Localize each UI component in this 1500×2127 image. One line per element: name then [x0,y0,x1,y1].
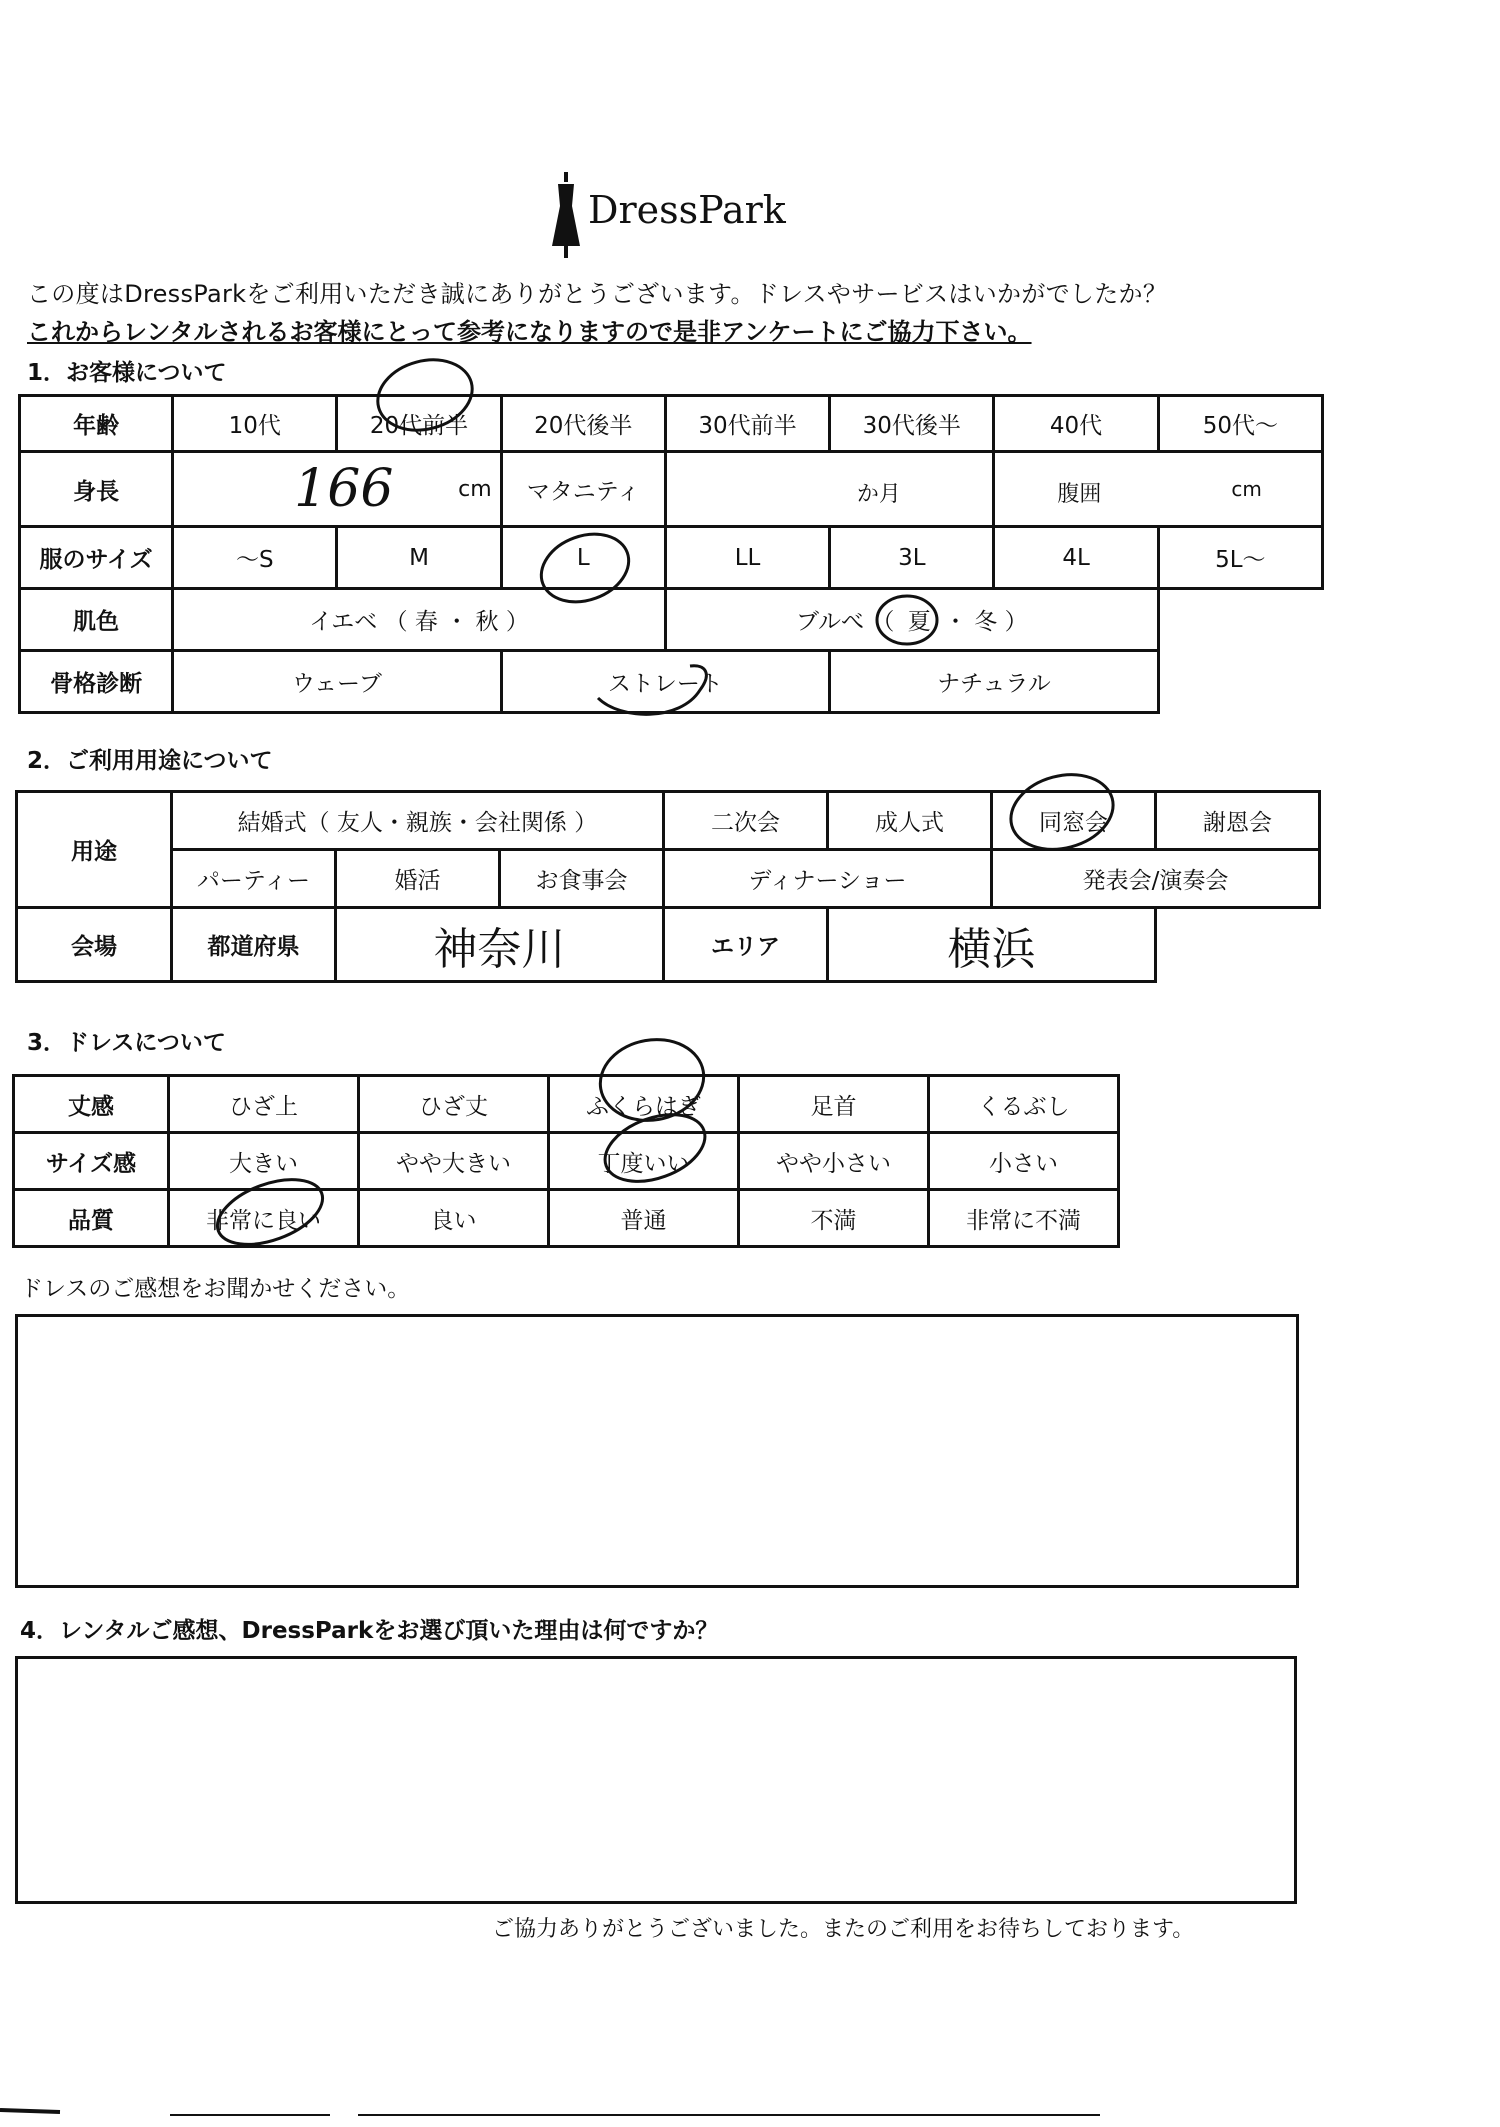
skin-blue-option[interactable] [665,589,1158,651]
prefecture-field[interactable] [335,908,663,982]
purpose-option[interactable]: 謝恩会 [1155,792,1319,850]
age-row [20,396,1323,452]
empty-cell [1155,908,1319,982]
size-option[interactable]: LL [665,527,829,589]
purpose-row-2 [17,850,1320,908]
empty-cell [1158,651,1322,713]
frame-option[interactable]: ナチュラル [830,651,1159,713]
skin-yellow-option[interactable]: イエベ （ 春 ・ 秋 ） [173,589,666,651]
section-1-title: 1．お客様について [27,360,227,386]
age-option[interactable]: 40代 [994,396,1158,452]
brand-name: DressPark [588,188,786,232]
skin-label: 肌色 [20,589,173,651]
quality-label: 品質 [14,1190,169,1247]
height-row [20,452,1323,527]
length-option[interactable]: くるぶし [929,1076,1119,1133]
size-option-selected[interactable]: L [501,527,665,589]
customer-table [18,394,1324,714]
impression-prompt: ドレスのご感想をお聞かせください。 [20,1276,411,1302]
bottom-scan-artifact [0,2110,60,2112]
fit-option-selected[interactable]: 丁度いい [549,1133,739,1190]
fit-row [14,1133,1119,1190]
purpose-option[interactable]: 成人式 [827,792,991,850]
skin-blue-prefix: ブルべ （ [795,609,895,635]
height-value: 166 [294,459,394,519]
reason-textarea[interactable] [15,1656,1297,1904]
size-label: 服のサイズ [20,527,173,589]
dress-table [12,1074,1120,1248]
section-3-title: 3．ドレスについて [27,1030,226,1056]
purpose-label: 用途 [17,792,172,908]
venue-row [17,908,1320,982]
area-label: エリア [663,908,827,982]
age-option[interactable]: 50代～ [1158,396,1322,452]
purpose-option-selected[interactable]: 同窓会 [991,792,1155,850]
frame-option[interactable]: ウェーブ [173,651,502,713]
purpose-option[interactable]: 発表会/演奏会 [991,850,1319,908]
quality-option-selected[interactable]: 非常に良い [169,1190,359,1247]
waist-field[interactable] [994,452,1323,527]
size-option[interactable]: ～S [173,527,337,589]
prefecture-label: 都道府県 [171,908,335,982]
fit-label: サイズ感 [14,1133,169,1190]
frame-row [20,651,1323,713]
fit-option[interactable]: 大きい [169,1133,359,1190]
purpose-option[interactable]: パーティー [171,850,335,908]
prefecture-value: 神奈川 [433,923,566,975]
length-label: 丈感 [14,1076,169,1133]
size-option[interactable]: M [337,527,501,589]
frame-option-selected[interactable]: ストレート [501,651,830,713]
area-value: 横浜 [947,923,1036,975]
purpose-option[interactable]: お食事会 [499,850,663,908]
length-option[interactable]: 足首 [739,1076,929,1133]
skin-blue-suffix: ・ 冬 ） [944,609,1028,635]
length-row [14,1076,1119,1133]
section-2-title: 2．ご利用用途について [27,748,273,774]
waist-unit: cm [1231,477,1262,501]
height-label: 身長 [20,452,173,527]
size-option[interactable]: 5L～ [1158,527,1322,589]
quality-option[interactable]: 不満 [739,1190,929,1247]
empty-cell [1158,589,1322,651]
size-row [20,527,1323,589]
venue-label: 会場 [17,908,172,982]
age-option[interactable]: 30代前半 [665,396,829,452]
height-field[interactable] [173,452,502,527]
purpose-row-1 [17,792,1320,850]
purpose-option[interactable]: 婚活 [335,850,499,908]
area-field[interactable] [827,908,1155,982]
skin-row [20,589,1323,651]
waist-label: 腹囲 [1057,482,1102,507]
skin-blue-summer[interactable]: 夏 [907,609,931,635]
age-option[interactable]: 30代後半 [830,396,994,452]
age-label: 年齢 [20,396,173,452]
brand-logo [548,172,788,262]
frame-label: 骨格診断 [20,651,173,713]
purpose-option[interactable]: ディナーショー [663,850,991,908]
age-option-selected[interactable]: 20代前半 [337,396,501,452]
intro-line-1: この度はDressParkをご利用いただき誠にありがとうございます。ドレスやサービスはいかがでしたか？ [27,280,1168,308]
dress-icon [548,172,584,260]
purpose-option[interactable]: 二次会 [663,792,827,850]
impression-textarea[interactable] [15,1314,1299,1588]
age-option[interactable]: 10代 [173,396,337,452]
fit-option[interactable]: やや大きい [359,1133,549,1190]
maternity-months-field[interactable] [665,452,994,527]
fit-option[interactable]: 小さい [929,1133,1119,1190]
intro-line-2: これからレンタルされるお客様にとって参考になりますので是非アンケートにご協力下さい。 [27,318,1032,346]
age-option[interactable]: 20代後半 [501,396,665,452]
closing-message: ご協力ありがとうございました。またのご利用をお待ちしております。 [492,1917,1195,1942]
section-4-title: 4．レンタルご感想、DressParkをお選び頂いた理由は何ですか？ [20,1618,719,1644]
length-option[interactable]: ひざ上 [169,1076,359,1133]
fit-option[interactable]: やや小さい [739,1133,929,1190]
length-option-selected[interactable]: ふくらはぎ [549,1076,739,1133]
height-unit: cm [458,477,492,502]
maternity-label: マタニティ [501,452,665,527]
purpose-table [15,790,1321,983]
size-option[interactable]: 3L [830,527,994,589]
months-unit: か月 [856,482,901,507]
length-option[interactable]: ひざ丈 [359,1076,549,1133]
size-option[interactable]: 4L [994,527,1158,589]
quality-row [14,1190,1119,1247]
purpose-option[interactable]: 結婚式（ 友人・親族・会社関係 ） [171,792,663,850]
quality-option[interactable]: 非常に不満 [929,1190,1119,1247]
quality-option[interactable]: 普通 [549,1190,739,1247]
quality-option[interactable]: 良い [359,1190,549,1247]
